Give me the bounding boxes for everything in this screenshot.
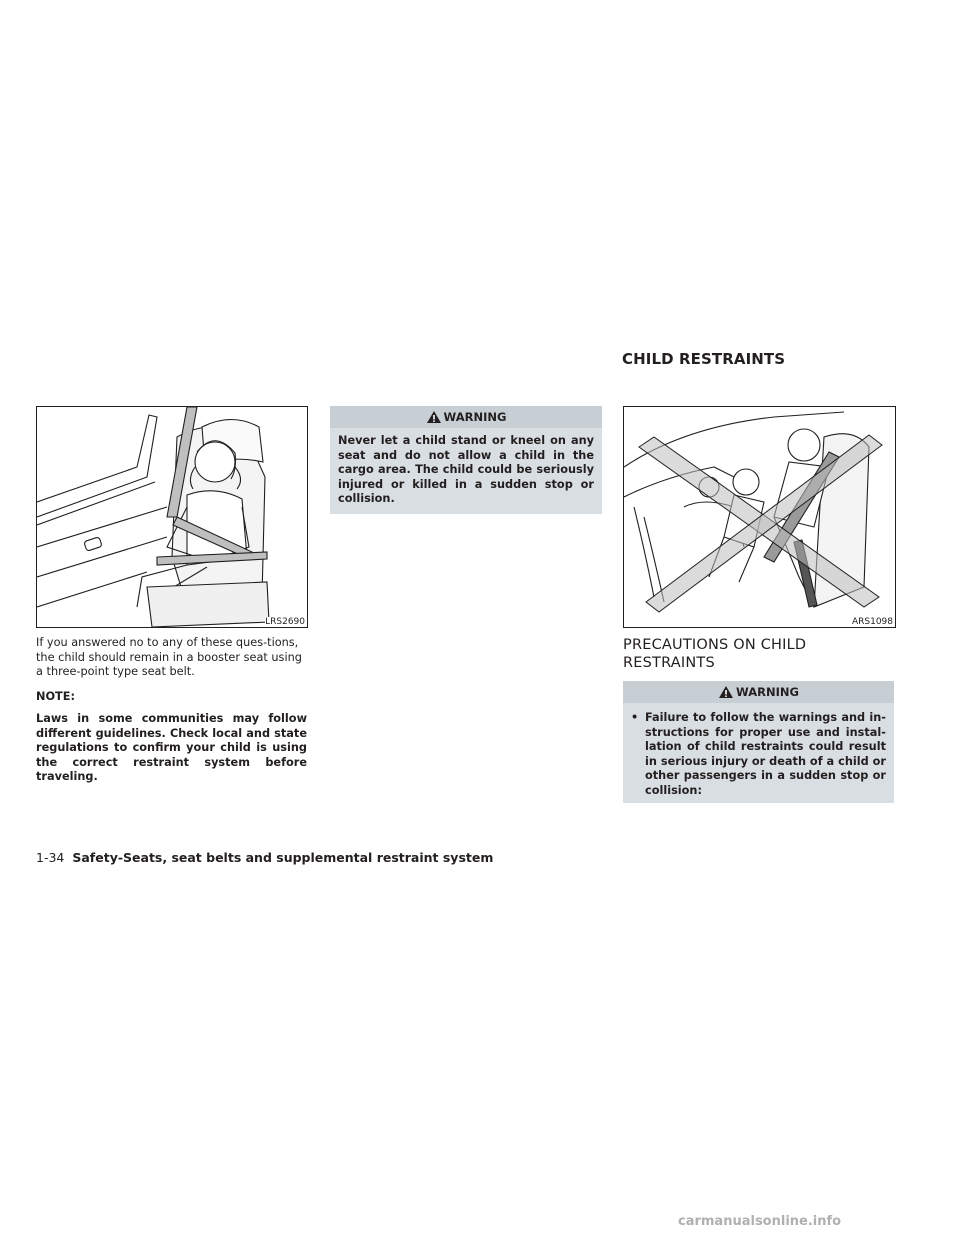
- page-number: 1-34: [36, 850, 65, 865]
- booster-seat-drawing: [37, 407, 307, 627]
- warning-triangle-icon: [426, 410, 442, 424]
- prohibited-child-drawing: [624, 407, 895, 627]
- child-booster-seat-illustration: [36, 406, 308, 628]
- list-item: [631, 711, 886, 798]
- warning-header: [330, 406, 602, 428]
- warning-box-precautions: [623, 681, 894, 803]
- warning-bullet-list: [623, 703, 894, 806]
- bullet-text: Failure to follow the warnings and in-structions for proper use and instal-lation of child restraints could result in serious injury or death of a child or other passengers in a sudden stop or collision:: [645, 711, 886, 797]
- warning-box-standing: [330, 406, 602, 514]
- note-label: NOTE:: [36, 689, 75, 703]
- warning-header-right: [623, 681, 894, 703]
- section-title: CHILD RESTRAINTS: [622, 350, 786, 368]
- chapter-title: Safety-Seats, seat belts and supplemental restraint system: [72, 850, 494, 865]
- precautions-heading: PRECAUTIONS ON CHILD RESTRAINTS: [623, 637, 807, 671]
- warning-text: Never let a child stand or kneel on any seat and do not allow a child in the cargo area. The child could be seriously injured or killed in a sudden stop or collision.: [338, 434, 594, 505]
- page-footer: [36, 850, 493, 865]
- left-text-column: [36, 636, 307, 785]
- child-standing-prohibited-illustration: [623, 406, 896, 628]
- bullet-marker: •: [631, 711, 639, 724]
- watermark: carmanualsonline.info: [678, 1214, 842, 1229]
- warning-triangle-icon: [718, 685, 734, 699]
- warning-label: WARNING: [443, 410, 507, 424]
- warning-label-right: WARNING: [736, 685, 799, 699]
- booster-paragraph: If you answered no to any of these ques-tions, the child should remain in a booster seat using a three-point type seat belt.: [36, 636, 302, 678]
- figure-code-lrs2690: LRS2690: [265, 617, 305, 627]
- figure-code-ars1098: ARS1098: [851, 617, 893, 627]
- note-text: Laws in some communities may follow different guidelines. Check local and state regulations to confirm your child is using the correct restraint system before traveling.: [36, 712, 307, 783]
